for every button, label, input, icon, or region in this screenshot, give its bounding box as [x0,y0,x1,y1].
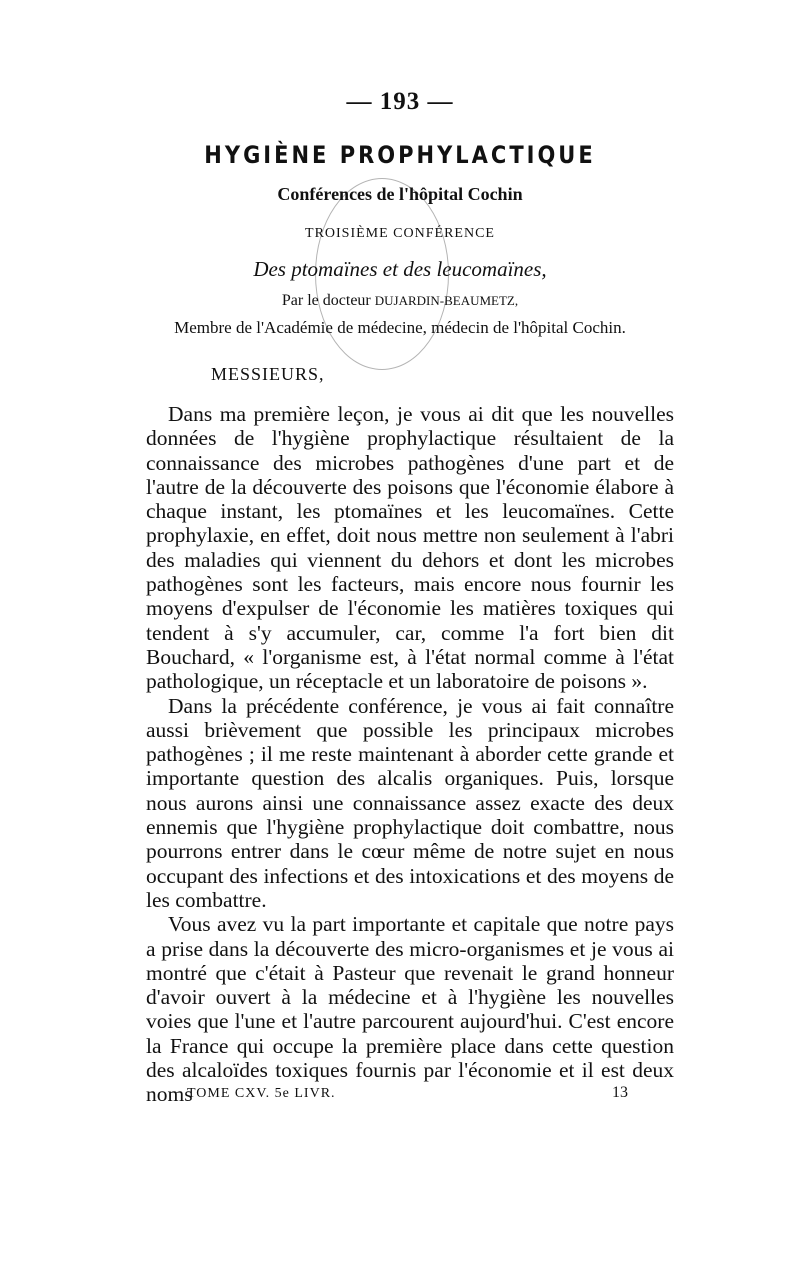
author-name: DUJARDIN-BEAUMETZ, [374,293,519,308]
author-affiliation: Membre de l'Académie de médecine, médecin de l'hôpital Cochin. [174,318,626,337]
body-text [146,402,674,1107]
lecture-subject: Des ptomaïnes et des leucomaïnes, [253,257,547,281]
author-prefix: Par le docteur [281,292,375,309]
greeting: MESSIEURS, [211,364,325,384]
paragraph: Dans la précédente conférence, je vous ai fait connaître aussi brièvement que possible les principaux microbes pathogènes ; il me reste maintenant à aborder cette grande et importante question des alcalis organiques. Puis, lorsque nous aurons ainsi une connaissance assez exacte des deux ennemis que l'hygiène prophylactique doit combattre, nous pourrons entrer dans le cœur même de notre sujet en nous occupant des infections et des intoxications et des moyens de les combattre. [146,693,674,912]
author-line [0,292,800,310]
conference-subtitle: Conférences de l'hôpital Cochin [277,184,523,204]
lecture-label: TROISIÈME CONFÉRENCE [305,226,495,241]
volume-signature: TOME CXV. 5e LIVR. [187,1086,336,1101]
page-title: HYGIÈNE PROPHYLACTIQUE [204,141,596,169]
paragraph: Vous avez vu la part importante et capitale que notre pays a prise dans la découverte des micro-organismes et je vous ai montré que c'était à Pasteur que revenait le grand honneur d'avoir ouvert à la médecine et à l'hygiène les nouvelles voies que l'une et l'autre parcourent aujourd'hui. C'est encore la France qui occupe la première place dans cette question des alcaloïdes toxiques fournis par l'économie et il est deux noms [146,912,674,1107]
sheet-number: 13 [612,1084,628,1101]
paragraph: Dans ma première leçon, je vous ai dit que les nouvelles données de l'hygiène prophylactique résultaient de la connaissance des microbes pathogènes d'une part et de l'autre de la découverte des poisons que l'économie élabore à chaque instant, les ptomaïnes et les leucomaïnes. Cette prophylaxie, en effet, doit nous mettre non seulement à l'abri des maladies qui viennent du dehors et dont les microbes pathogènes sont les facteurs, mais encore nous fournir les moyens d'expulser de l'économie les matières toxiques qui tendent à s'y accumuler, car, comme l'a fort bien dit Bouchard, « l'organisme est, à l'état normal comme à l'état pathologique, un réceptacle et un laboratoire de poisons ». [146,402,674,694]
page-number: — 193 — [346,88,454,115]
